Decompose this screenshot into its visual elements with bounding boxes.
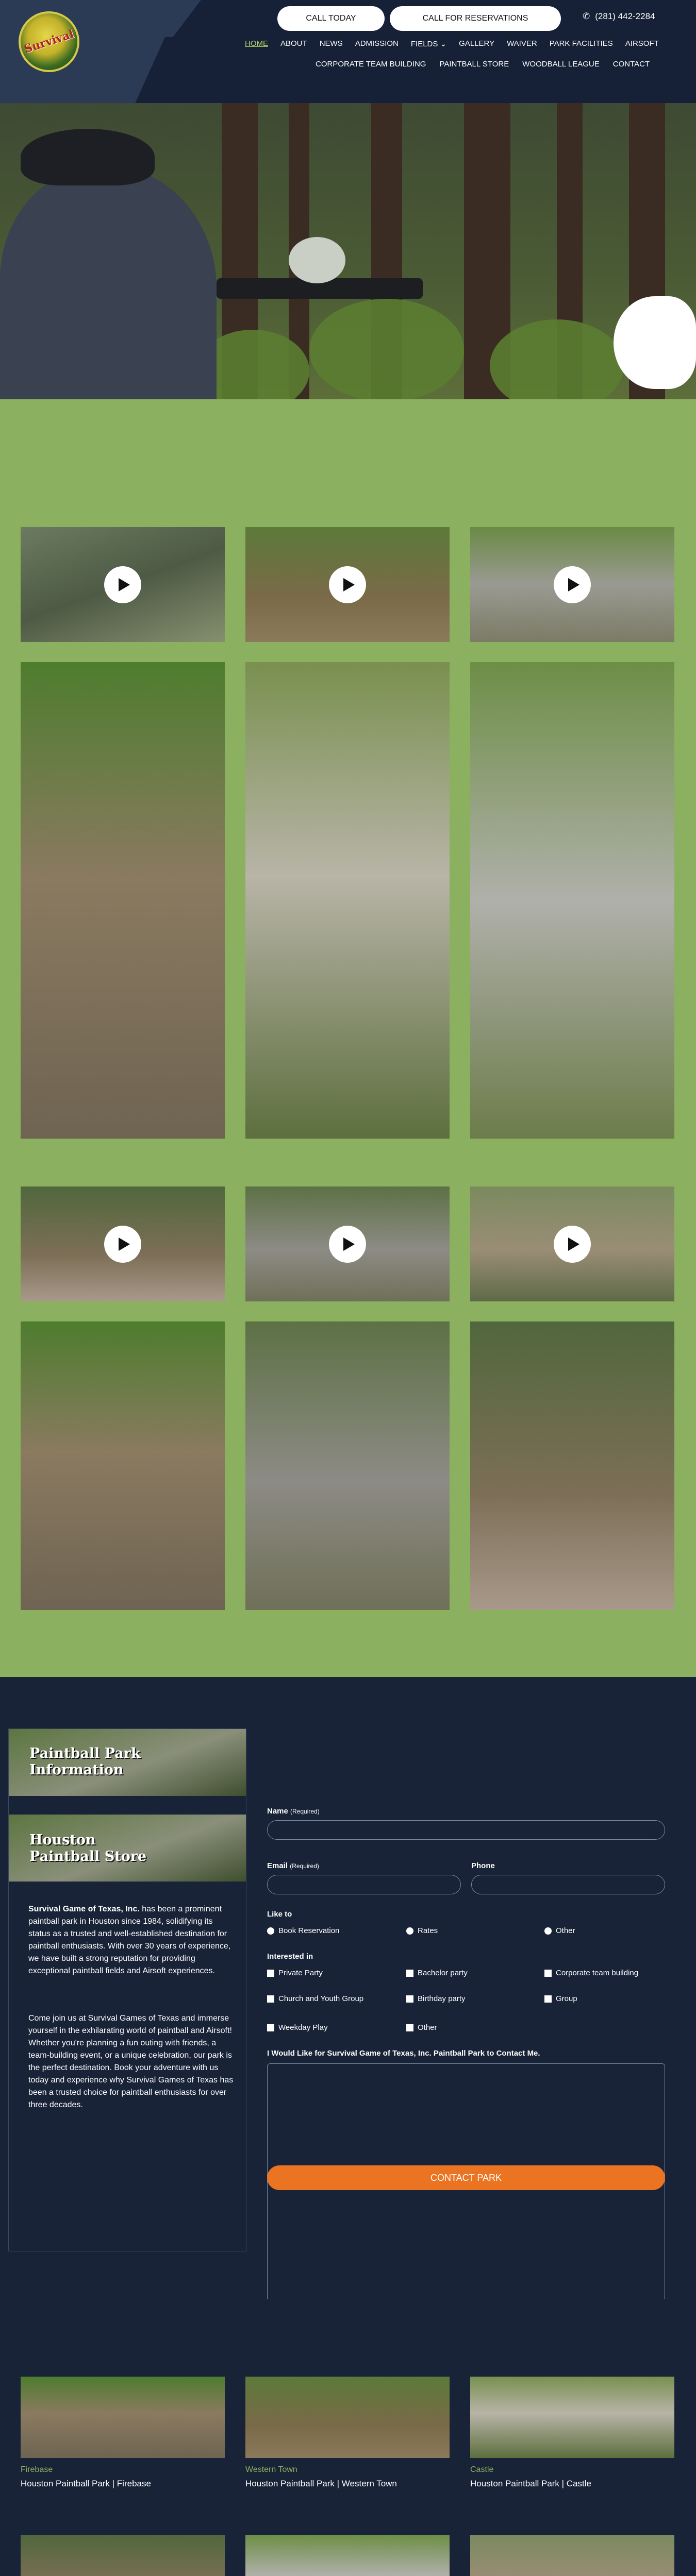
- play-icon[interactable]: [554, 1226, 591, 1263]
- contact-park-button[interactable]: CONTACT PARK: [267, 2165, 665, 2190]
- gallery-image[interactable]: [470, 1321, 674, 1610]
- field-subtitle: Castle: [470, 2465, 494, 2474]
- nav-corporate-team-building[interactable]: CORPORATE TEAM BUILDING: [316, 60, 426, 69]
- checkbox-private-party[interactable]: [267, 1969, 323, 1977]
- gallery-video[interactable]: [21, 527, 225, 642]
- gallery-video[interactable]: [245, 527, 450, 642]
- nav-fields-label: FIELDS: [410, 40, 438, 48]
- option-label: Other: [418, 2023, 437, 2032]
- field-image: [21, 2377, 225, 2458]
- gallery-video[interactable]: [245, 1187, 450, 1301]
- email-label: [267, 1861, 319, 1870]
- chevron-down-icon: ⌄: [440, 40, 447, 48]
- radio-book-reservation[interactable]: [267, 1926, 339, 1935]
- checkbox-icon: [267, 1970, 274, 1977]
- gallery-image[interactable]: [21, 1321, 225, 1610]
- option-label: Book Reservation: [278, 1926, 340, 1935]
- play-icon[interactable]: [104, 1226, 141, 1263]
- gallery-section: [0, 399, 696, 1677]
- nav-fields[interactable]: [411, 39, 446, 48]
- call-reservations-button[interactable]: CALL FOR RESERVATIONS: [390, 6, 561, 31]
- paintball-park-info-card[interactable]: [9, 1729, 246, 1796]
- option-label: Group: [556, 1994, 577, 2003]
- gallery-video[interactable]: [470, 1187, 674, 1301]
- name-label: [267, 1807, 320, 1816]
- option-label: Church and Youth Group: [278, 1994, 364, 2003]
- field-image: [21, 2535, 225, 2576]
- play-icon[interactable]: [104, 566, 141, 603]
- like-to-label: Like to: [267, 1910, 292, 1919]
- card-title: Paintball Park Information: [29, 1745, 141, 1778]
- paint-splat-decoration: [614, 296, 696, 389]
- nav-woodball-league[interactable]: WOODBALL LEAGUE: [522, 60, 600, 69]
- play-icon[interactable]: [554, 566, 591, 603]
- hero-player-hat: [21, 129, 155, 185]
- field-card-western-town[interactable]: [245, 2377, 450, 2489]
- option-label: Birthday party: [418, 1994, 466, 2003]
- logo-text: Survival: [22, 27, 76, 56]
- field-card-khe-sanh-hill[interactable]: [21, 2535, 225, 2576]
- site-logo[interactable]: [19, 11, 79, 72]
- topbar-phone-link[interactable]: [583, 11, 655, 22]
- main-header: [0, 27, 696, 103]
- field-image: [470, 2535, 674, 2576]
- top-bar: [0, 0, 696, 37]
- park-info-sidebar: [8, 1728, 246, 2251]
- field-image: [245, 2377, 450, 2458]
- checkbox-icon: [406, 1995, 413, 2003]
- contact-section: [0, 1677, 696, 2299]
- nav-home[interactable]: HOME: [245, 39, 268, 48]
- topbar-phone-number: (281) 442-2284: [595, 11, 655, 21]
- hero-marker-hopper: [289, 237, 345, 283]
- card-title: Houston Paintball Store: [29, 1832, 147, 1865]
- field-title: Houston Paintball Park | Castle: [470, 2479, 591, 2488]
- email-field[interactable]: [267, 1875, 461, 1894]
- field-card-normandy[interactable]: [245, 2535, 450, 2576]
- radio-icon: [267, 1927, 274, 1935]
- option-label: Corporate team building: [556, 1969, 639, 1977]
- checkbox-icon: [544, 1970, 552, 1977]
- fields-section: [0, 2299, 696, 2576]
- email-label-text: Email: [267, 1861, 288, 1870]
- nav-about[interactable]: ABOUT: [280, 39, 307, 48]
- radio-rates[interactable]: [406, 1926, 438, 1935]
- required-tag: (Required): [290, 1862, 319, 1870]
- hero-image: [0, 103, 696, 399]
- nav-park-facilities[interactable]: PARK FACILITIES: [549, 39, 613, 48]
- main-nav-row-1: [245, 39, 659, 48]
- field-image: [245, 2535, 450, 2576]
- radio-icon: [406, 1927, 413, 1935]
- name-field[interactable]: [267, 1820, 665, 1840]
- field-title: Houston Paintball Park | Western Town: [245, 2479, 397, 2488]
- nav-gallery[interactable]: GALLERY: [459, 39, 495, 48]
- call-today-button[interactable]: CALL TODAY: [277, 6, 385, 31]
- gallery-video[interactable]: [21, 1187, 225, 1301]
- option-label: Other: [556, 1926, 575, 1935]
- park-name: Survival Game of Texas, Inc.: [28, 1905, 140, 1913]
- nav-waiver[interactable]: WAIVER: [507, 39, 537, 48]
- gallery-video[interactable]: [470, 527, 674, 642]
- phone-icon: ✆: [583, 11, 590, 21]
- nav-contact[interactable]: CONTACT: [612, 60, 650, 69]
- field-image: [470, 2377, 674, 2458]
- hero-player: [0, 165, 217, 399]
- park-intro-body: has been a prominent paintball park in Houston since 1984, solidifying its status as a trusted and well-established destination for paintball enthusiasts. With over 30 years of experience, we have built a strong reputation for providing exceptional paintball fields and Airsoft experiences.: [28, 1905, 231, 1975]
- message-label: I Would Like for Survival Game of Texas, Inc. Paintball Park to Contact Me.: [267, 2049, 540, 2058]
- option-label: Private Party: [278, 1969, 323, 1977]
- radio-other[interactable]: [544, 1926, 575, 1935]
- option-label: Bachelor party: [418, 1969, 468, 1977]
- checkbox-weekday-play[interactable]: [267, 2023, 328, 2032]
- option-label: Rates: [418, 1926, 438, 1935]
- checkbox-icon: [267, 2024, 274, 2031]
- phone-label: Phone: [471, 1861, 495, 1870]
- field-subtitle: Western Town: [245, 2465, 297, 2474]
- gallery-image[interactable]: [470, 662, 674, 1139]
- main-nav-row-2: [316, 60, 650, 69]
- checkbox-corporate-team-building[interactable]: [544, 1969, 648, 1977]
- gallery-image[interactable]: [245, 1321, 450, 1610]
- option-label: Weekday Play: [278, 2023, 328, 2032]
- field-card-castle[interactable]: [470, 2377, 674, 2489]
- nav-news[interactable]: NEWS: [319, 39, 343, 48]
- name-label-text: Name: [267, 1807, 288, 1816]
- checkbox-icon: [544, 1995, 552, 2003]
- field-subtitle: Firebase: [21, 2465, 53, 2474]
- nav-airsoft[interactable]: AIRSOFT: [625, 39, 659, 48]
- checkbox-other[interactable]: [406, 2023, 437, 2032]
- checkbox-group[interactable]: [544, 1994, 577, 2003]
- gallery-image[interactable]: [21, 662, 225, 1139]
- checkbox-icon: [267, 1995, 274, 2003]
- radio-icon: [544, 1927, 552, 1935]
- play-icon[interactable]: [329, 566, 366, 603]
- checkbox-icon: [406, 1970, 413, 1977]
- interested-in-label: Interested in: [267, 1952, 313, 1961]
- park-invite-text: Come join us at Survival Games of Texas and immerse yourself in the exhilarating world of paintball and Airsoft! Whether you're planning a fun outing with friends, a team-building event, or a unique celebration, our park is the perfect destination. Book your adventure with us today and experience why Survival Games of Texas has been a trusted choice for paintball enthusiasts for over three decades.: [28, 2014, 234, 2109]
- checkbox-birthday-party[interactable]: [406, 1994, 466, 2003]
- checkbox-church-youth-group[interactable]: [267, 1994, 380, 2003]
- phone-field[interactable]: [471, 1875, 665, 1894]
- field-card-vietnam-village[interactable]: [470, 2535, 674, 2576]
- park-intro-text: [28, 1903, 235, 1977]
- field-title: Houston Paintball Park | Firebase: [21, 2479, 151, 2488]
- hero-foliage: [309, 299, 464, 399]
- nav-admission[interactable]: ADMISSION: [355, 39, 399, 48]
- field-card-firebase[interactable]: [21, 2377, 225, 2489]
- play-icon[interactable]: [329, 1226, 366, 1263]
- nav-paintball-store[interactable]: PAINTBALL STORE: [439, 60, 509, 69]
- checkbox-icon: [406, 2024, 413, 2031]
- required-tag: (Required): [290, 1808, 320, 1815]
- houston-paintball-store-card[interactable]: [9, 1815, 246, 1882]
- checkbox-bachelor-party[interactable]: [406, 1969, 468, 1977]
- gallery-image[interactable]: [245, 662, 450, 1139]
